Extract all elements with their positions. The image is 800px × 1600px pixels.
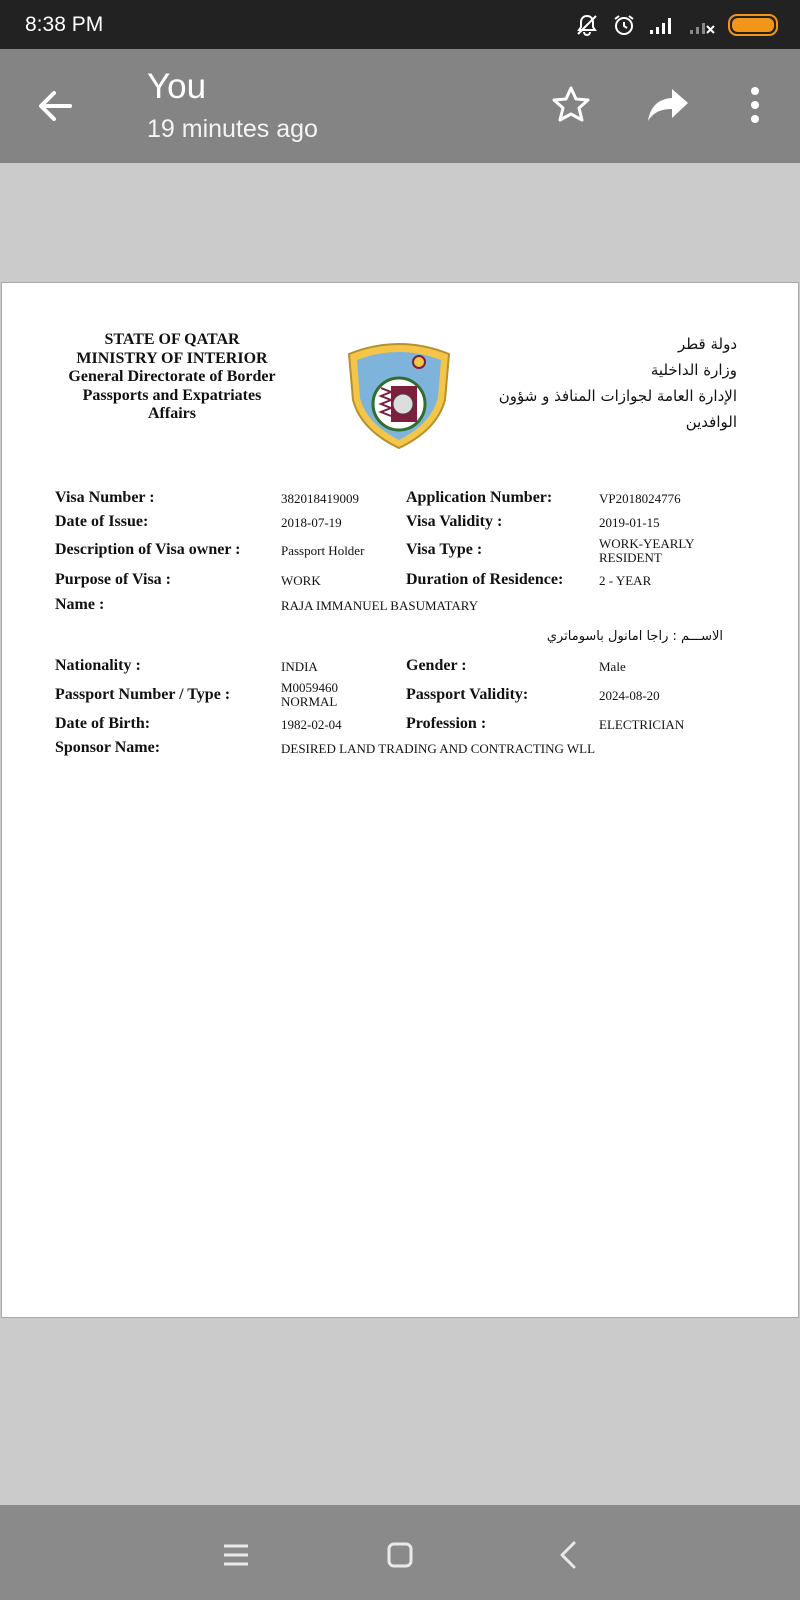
dob-value: 1982-02-04 bbox=[281, 717, 342, 732]
gender-label: Gender : bbox=[406, 657, 467, 674]
gender-value: Male bbox=[599, 659, 626, 674]
status-icons bbox=[574, 10, 778, 40]
visa-number-label: Visa Number : bbox=[55, 489, 155, 506]
header-english bbox=[42, 331, 302, 424]
profession-label: Profession : bbox=[406, 715, 487, 732]
notifications-muted-icon bbox=[574, 13, 600, 37]
visa-validity-label: Visa Validity : bbox=[406, 513, 503, 530]
arabic-name: الاســـم : راجا امانول باسوماتري bbox=[546, 629, 723, 644]
header-en-line: STATE OF QATAR bbox=[104, 331, 240, 348]
visa-validity-value: 2019-01-15 bbox=[599, 515, 660, 530]
signal-icon bbox=[648, 15, 676, 35]
visa-type-value-line1: WORK-YEARLY bbox=[599, 536, 695, 551]
share-icon[interactable] bbox=[646, 87, 690, 123]
alarm-icon bbox=[612, 13, 636, 37]
status-bar bbox=[0, 0, 800, 49]
signal-no-service-icon bbox=[688, 15, 716, 35]
page-subtitle: 19 minutes ago bbox=[147, 115, 318, 143]
date-of-issue-value: 2018-07-19 bbox=[281, 515, 342, 530]
battery-icon bbox=[728, 14, 778, 36]
passport-validity-label: Passport Validity: bbox=[406, 686, 529, 703]
back-arrow-icon[interactable] bbox=[34, 85, 76, 127]
header-ar-line: وزارة الداخلية bbox=[650, 361, 737, 379]
sponsor-value: DESIRED LAND TRADING AND CONTRACTING WLL bbox=[281, 741, 596, 756]
page-title: You bbox=[147, 67, 207, 106]
star-icon[interactable] bbox=[551, 85, 591, 125]
duration-value: 2 - YEAR bbox=[599, 573, 652, 588]
duration-label: Duration of Residence: bbox=[406, 571, 564, 588]
navigation-bar bbox=[0, 1505, 800, 1600]
name-label: Name : bbox=[55, 596, 105, 613]
description-label: Description of Visa owner : bbox=[55, 541, 241, 558]
header-en-line: General Directorate of Border bbox=[68, 368, 276, 385]
visa-number-value: 382018419009 bbox=[281, 491, 359, 506]
recent-apps-icon[interactable] bbox=[216, 1535, 256, 1575]
description-value: Passport Holder bbox=[281, 543, 365, 558]
purpose-label: Purpose of Visa : bbox=[55, 571, 171, 588]
passport-validity-value: 2024-08-20 bbox=[599, 688, 660, 703]
profession-value: ELECTRICIAN bbox=[599, 717, 685, 732]
more-vert-icon[interactable] bbox=[741, 85, 769, 125]
passport-label: Passport Number / Type : bbox=[55, 686, 231, 703]
header-en-line: Affairs bbox=[148, 405, 196, 422]
passport-value-line2: NORMAL bbox=[281, 694, 338, 709]
nationality-label: Nationality : bbox=[55, 657, 141, 674]
passport-value-line1: M0059460 bbox=[281, 680, 339, 695]
visa-document bbox=[1, 282, 799, 1318]
back-icon[interactable] bbox=[550, 1535, 590, 1575]
purpose-value: WORK bbox=[281, 573, 321, 588]
date-of-issue-label: Date of Issue: bbox=[55, 513, 149, 530]
header-en-line: MINISTRY OF INTERIOR bbox=[76, 349, 268, 367]
sponsor-label: Sponsor Name: bbox=[55, 739, 161, 756]
app-bar bbox=[0, 49, 800, 163]
application-number-value: VP2018024776 bbox=[599, 491, 681, 506]
application-number-label: Application Number: bbox=[406, 489, 553, 506]
home-icon[interactable] bbox=[380, 1535, 420, 1575]
status-time: 8:38 PM bbox=[25, 13, 104, 36]
ministry-emblem-logo bbox=[341, 338, 457, 450]
name-value: RAJA IMMANUEL BASUMATARY bbox=[281, 598, 479, 613]
header-arabic bbox=[482, 331, 737, 435]
header-ar-line: الوافدين bbox=[685, 413, 737, 431]
header-en-line: Passports and Expatriates bbox=[82, 386, 262, 404]
header-ar-line: دولة قطر bbox=[677, 335, 737, 353]
dob-label: Date of Birth: bbox=[55, 715, 151, 732]
nationality-value: INDIA bbox=[281, 659, 318, 674]
header-ar-line: الإدارة العامة لجوازات المنافذ و شؤون bbox=[498, 387, 737, 405]
visa-type-label: Visa Type : bbox=[406, 541, 483, 558]
visa-type-value-line2: RESIDENT bbox=[599, 550, 662, 565]
